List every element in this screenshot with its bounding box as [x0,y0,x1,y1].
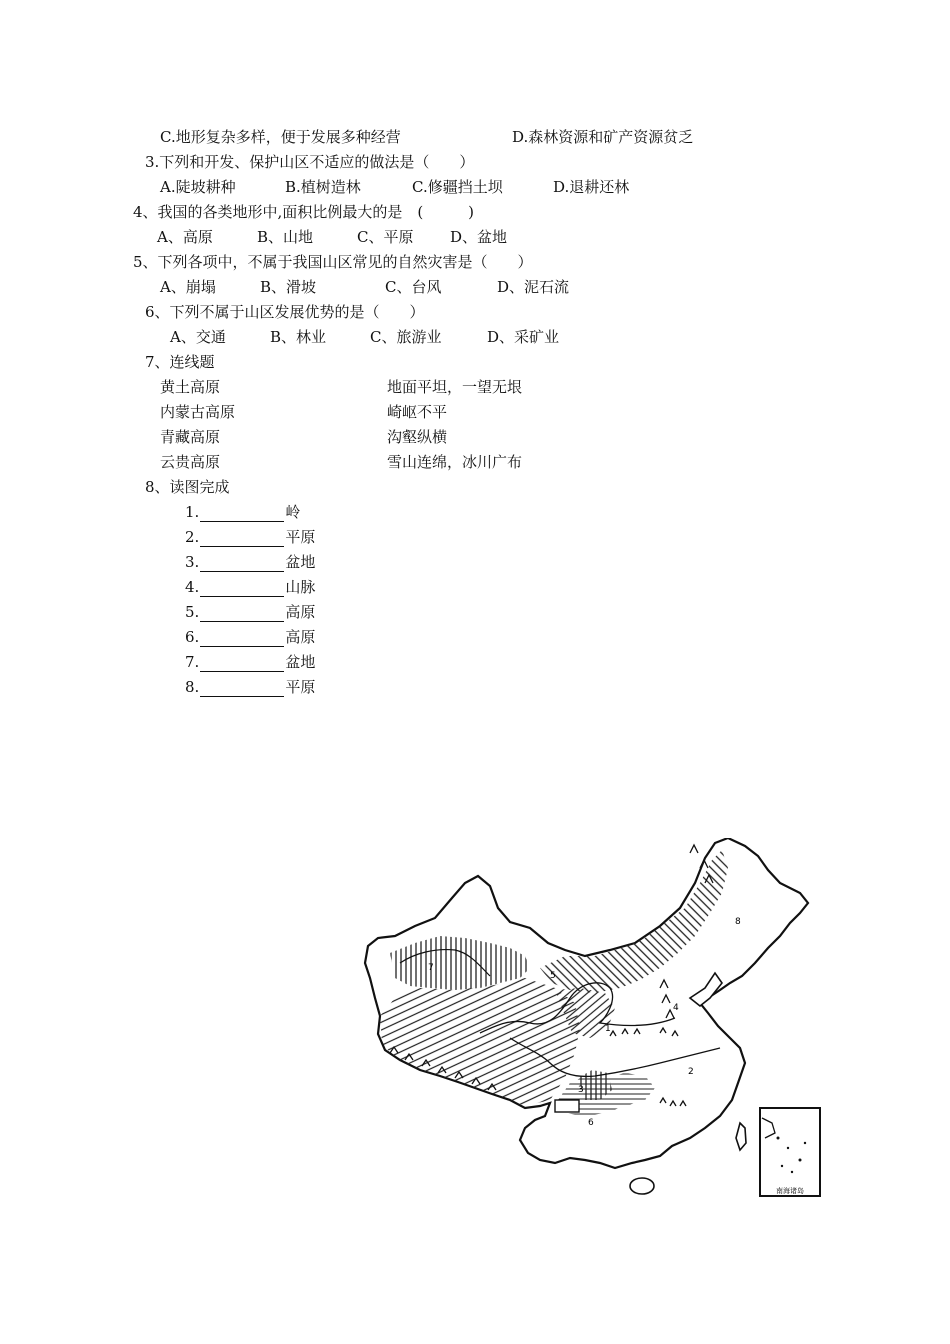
q5-option-d: D、泥石流 [497,278,570,296]
map-label-1: 1 [605,1024,611,1034]
map-label-6: 6 [588,1118,594,1128]
answer-blank[interactable] [200,581,284,597]
q2-option-d: D.森林资源和矿产资源贫乏 [512,128,694,146]
item-number: 2. [185,528,200,546]
answer-blank[interactable] [200,631,284,647]
q5-option-b: B、滑坡 [260,278,317,296]
item-suffix: 盆地 [285,653,316,671]
item-number: 6. [185,628,200,646]
q8-title: 8、读图完成 [145,478,230,496]
q6-option-d: D、采矿业 [487,328,560,346]
q8-item-5 [185,602,315,622]
answer-blank[interactable] [200,606,284,622]
map-label-3: 3 [578,1085,584,1095]
q5-option-c: C、台风 [385,278,442,296]
q2-option-c: C.地形复杂多样，便于发展多种经营 [160,128,401,146]
item-number: 8. [185,678,200,696]
q8-item-7 [185,652,315,672]
map-label-5: 5 [550,971,556,981]
q3-option-a: A.陡坡耕种 [160,178,236,196]
q8-item-4 [185,577,315,597]
china-terrain-map [360,838,835,1203]
answer-blank[interactable] [200,531,284,547]
q7-title: 7、连线题 [145,353,215,371]
item-suffix: 高原 [285,628,316,646]
q7-right-item: 雪山连绵，冰川广布 [387,453,523,471]
q6-option-a: A、交通 [170,328,226,346]
item-number: 1. [185,503,200,521]
item-number: 7. [185,653,200,671]
item-suffix: 山脉 [285,578,316,596]
answer-blank[interactable] [200,556,284,572]
q8-item-3 [185,552,315,572]
q4-option-b: B、山地 [257,228,314,246]
basin-box [555,1100,579,1112]
q4-option-c: C、平原 [357,228,414,246]
q3-option-d: D.退耕还林 [553,178,630,196]
q4-stem: 4、我国的各类地形中,面积比例最大的是 ( ) [133,203,475,221]
q7-left-item: 青藏高原 [160,428,221,446]
region-qinghai-tibet-hatch [380,978,580,1106]
q7-left-item: 黄土高原 [160,378,221,396]
answer-blank[interactable] [200,656,284,672]
q5-option-a: A、崩塌 [160,278,216,296]
map-label-2: 2 [688,1067,694,1077]
q3-stem: 3.下列和开发、保护山区不适应的做法是（ ） [145,153,475,171]
q8-item-2 [185,527,315,547]
q6-stem: 6、下列不属于山区发展优势的是（ ） [145,303,425,321]
item-suffix: 高原 [285,603,316,621]
hainan-island [630,1178,654,1194]
q7-left-item: 云贵高原 [160,453,221,471]
q6-option-c: C、旅游业 [370,328,442,346]
taiwan-island [736,1123,746,1150]
item-suffix: 平原 [285,678,316,696]
q5-stem: 5、下列各项中，不属于我国山区常见的自然灾害是（ ） [133,253,533,271]
item-suffix: 岭 [285,503,301,521]
q6-option-b: B、林业 [270,328,327,346]
q8-item-6 [185,627,315,647]
map-label-8: 8 [735,917,741,927]
q3-option-c: C.修疆挡土坝 [412,178,503,196]
q3-option-b: B.植树造林 [285,178,361,196]
inset-title: 南海诸岛 [776,1187,804,1195]
q8-item-1 [185,502,300,522]
map-label-4: 4 [673,1003,679,1013]
q7-right-item: 沟壑纵横 [387,428,448,446]
china-map-figure [360,838,835,1203]
item-suffix: 盆地 [285,553,316,571]
q4-option-d: D、盆地 [450,228,508,246]
item-suffix: 平原 [285,528,316,546]
item-number: 3. [185,553,200,571]
item-number: 4. [185,578,200,596]
q7-right-item: 地面平坦，一望无垠 [387,378,523,396]
q4-option-a: A、高原 [157,228,213,246]
map-label-7: 7 [428,963,434,973]
q7-left-item: 内蒙古高原 [160,403,236,421]
answer-blank[interactable] [200,681,284,697]
item-number: 5. [185,603,200,621]
answer-blank[interactable] [200,506,284,522]
q8-item-8 [185,677,315,697]
q7-right-item: 崎岖不平 [387,403,448,421]
